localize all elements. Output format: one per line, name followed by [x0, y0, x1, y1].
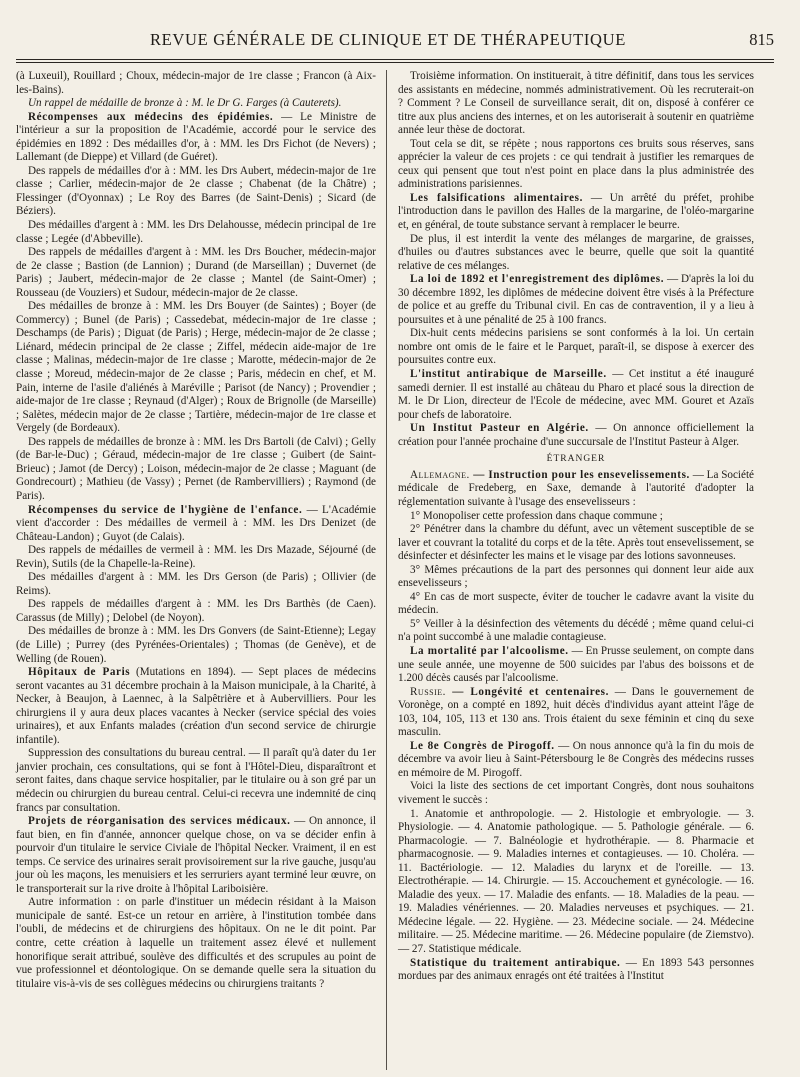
section-heading: La mortalité par l'alcoolisme. — [410, 644, 569, 657]
section-heading: — Longévité et centenaires. — [445, 685, 609, 698]
column-divider — [386, 70, 387, 1070]
etranger-heading: ÉTRANGER — [546, 454, 606, 465]
paragraph: Des rappels de médailles d'argent à : MM. les Drs Barthès (de Caen). Carassus (de Milly) ; Delobel (de Noyon). — [16, 598, 376, 624]
section-antirabique: Statistique du traitement antirabique. — En 1893 543 personnes mordues par des animaux enragés ont été traitées à l'Institut — [398, 956, 754, 983]
section-list: 1. Anatomie et anthropologie. — 2. Histologie et embryologie. — 3. Physiologie. — 4. Anatomie pathologique. — 5. Pathologie générale. — 6. Pharmacologie. — 7. Balnéologie et hydrothérapie. — 8. Pharmacie et pharmacognosie. — 9. Maladies internes et contagieuses. — 10. Choléra. — 11. Bactériologie. — 12. Maladies du larynx et de l'oreille. — 13. Electrothérapie. — 14. Chirurgie. — 15. Accouchement et gynécologie. — 16. Maladie des yeux. — 17. Maladie des enfants. — 18. Maladies de la peau. — 19. Maladies vénériennes. — 20. Maladies nerveuses et psychiques. — 21. Médecine légale. — 22. Hygiène. — 23. Médecine sociale. — 24. Médecine militaire. — 25. Médecine maritime. — 26. Médecine populaire (de Ziemstvo). — 27. Statistique médicale. — [398, 807, 754, 955]
section-alcoolisme: La mortalité par l'alcoolisme. — En Prusse seulement, on compte dans une seule année, une moyenne de 500 suicides par l'abus des boissons et de 1.200 décès causés par l'alcoolisme. — [398, 644, 754, 685]
paragraph: De plus, il est interdit la vente des mélanges de margarine, de graisses, d'huiles ou d'autres substances avec le beurre, quelle que soit la quantité relative de ces mélanges. — [398, 232, 754, 272]
running-header — [16, 22, 774, 50]
section-heading: Statistique du traitement antirabique. — [410, 956, 621, 969]
section-heading: Hôpitaux de Paris — [28, 666, 131, 679]
section-epidemies: Récompenses aux médecins des épidémies. — Le Ministre de l'intérieur a sur la proposition de l'Académie, accordé pour le service des épidémies en 1892 : Des médailles d'or, à : MM. les Drs Fichot (de Nevers) ; Lallemant (de Dieppe) et Villard (de Guéret). — [16, 110, 376, 164]
paragraph: Un rappel de médaille de bronze à : M. le Dr G. Farges (à Cauterets). — [28, 97, 342, 110]
section-heading: La loi de 1892 et l'enregistrement des diplômes. — [410, 273, 665, 286]
section-pirogoff: Le 8e Congrès de Pirogoff. — On nous annonce qu'à la fin du mois de décembre va avoir lieu à Saint-Pétersbourg le 8e Congrès des médecins russes en mémoire de M. Pirogoff. — [398, 739, 754, 779]
section-falsifications: Les falsifications alimentaires. — Un arrêté du préfet, prohibe l'introduction dans le pavillon des Halles de la margarine, de l'oléo-margarine et, en général, de toute substance servant à remplacer le beurre. — [398, 191, 755, 232]
section-loi-1892: La loi de 1892 et l'enregistrement des diplômes. — D'après la loi du 30 décembre 1892, les diplômes de médecine doivent être visés à la Préfecture de police et au greffe du Tribunal civil. En cas de contravention, il y a lieu à poursuites et à une pénalité de 25 à 100 francs. — [398, 273, 754, 326]
paragraph: Troisième information. On instituerait, à titre définitif, dans tous les services des assistants en médecine, nommés administrativement. Où les recruterait-on ? Comment ? Le Conseil de surveillance serait, dit on, disposé à conférer ce titre aux plus anciens des internes, et on les autoriserait à soutenir en quatrième année leur thèse de doctorat. — [398, 70, 754, 137]
section-heading: Un Institut Pasteur en Algérie. — [410, 422, 589, 435]
paragraph: Des rappels de médailles d'or à : MM. les Drs Aubert, médecin-major de 1re classe ; Carlier, médecin-major de 2e classe ; Chabenat (de la Châtre) ; Flessinger (d'Oyonnax) ; Le Roy des Barres (de Saint-Denis) ; Sicard (de Béziers). — [16, 164, 376, 218]
paragraph: Des rappels de médailles de vermeil à : MM. les Drs Mazade, Séjourné (de Revin), Sutils (de la Chapelle-la-Reine). — [16, 544, 376, 570]
section-russie: Russie. — Longévité et centenaires. — Dans le gouvernement de Voronège, on a compté en 1892, huit décès d'individus ayant atteint l'âge de 103, 104, 105, 113 et 130 ans. Trois étaient du sexe féminin et cinq du sexe masculin. — [398, 685, 754, 739]
paragraph: Des médailles de bronze à : MM. les Drs Gonvers (de Saint-Etienne); Legay (de Lille) ; Purrey (des Pyrénées-Orientales) ; Thomas (de Genève), et de Welling (de Rouen). — [16, 625, 376, 665]
list-item: 5° Veiller à la désinfection des vêtements du décédé ; même quand celui-ci n'a point succombé à une maladie contagieuse. — [398, 617, 754, 644]
paragraph: Suppression des consultations du bureau central. — Il paraît qu'à dater du 1er janvier prochain, ces consultations, qui se font à l'Hôtel-Dieu, disparaîtront et seront faites, dans chaque service hospitalier, par le titulaire ou à son gré par un médecin ou chirurgien du bureau central. Celui-ci recevra une indemnité de cinq francs par consultation. — [16, 747, 376, 814]
section-hygiene-enfance: Récompenses du service de l'hygiène de l'enfance. — L'Académie vient d'accorder : Des médailles de vermeil à : MM. les Drs Denizet (de Château-Landon) ; Guyot (de Calais). — [16, 503, 376, 543]
left-column — [16, 70, 376, 991]
right-column — [398, 70, 754, 984]
paragraph: Des médailles d'argent à : MM. les Drs Gerson (de Paris) ; Ollivier (de Reims). — [16, 571, 376, 597]
paragraph: Dix-huit cents médecins parisiens se sont conformés à la loi. Un certain nombre ont omis de le faire et le Parquet, paraît-il, se dispose à exercer des poursuites contre eux. — [398, 327, 754, 367]
section-heading: Les falsifications alimentaires. — [410, 191, 583, 204]
section-institut-algerie: Un Institut Pasteur en Algérie. — On annonce officiellement la création pour l'année prochaine d'une succursale de l'Institut Pasteur à Alger. — [398, 422, 754, 448]
section-reorganisation: Projets de réorganisation des services médicaux. — On annonce, il faut bien, en fin d'année, annoncer quelque chose, on va se décider enfin à pourvoir d'un titulaire le service Civiale de l'hôpital Necker. Vraiment, il en est temps. Ce service des urinaires serait provisoirement sur la rive gauche, jusqu'au jour où les maçons, les menuisiers et les serruriers ayant terminé leur œuvre, on le transporterait sur la rive droite à l'hôpital Lariboisière. — [16, 815, 376, 895]
paragraph: Des rappels de médailles d'argent à : MM. les Drs Boucher, médecin-major de 2e classe ; Bastion (de Lannion) ; Durand (de Marseillan) ; Duvernet (de Paris) ; Jaubert, médecin-major de 2e classe ; Mantel (de Saint-Omer) ; Rousseau (de Vouziers) et Sudour, médecin-major de 2e classe. — [16, 246, 376, 299]
section-heading: Récompenses aux médecins des épidémies. — [28, 110, 274, 123]
section-institut-marseille: L'institut antirabique de Marseille. — Cet institut a été inauguré samedi dernier. Il est installé au château du Pharo et placé sous la direction de M. le Dr Lion, directeur de l'Ecole de médecine, avec MM. Gouret et Azaïs pour chefs de laboratoire. — [398, 368, 754, 421]
section-hopitaux: Hôpitaux de Paris (Mutations en 1894). — Sept places de médecins seront vacantes au 31 décembre prochain à la Maison municipale, à la Charité, à Necker, à Beaujon, à Laennec, à la Salpêtrière et à Aubervilliers. Pour les chirurgiens il y aura deux places vacantes à Necker (service spécial des voies urinaires), et aux Enfants malades (création d'un second service de chirurgie infantile). — [16, 666, 376, 746]
paragraph: (à Luxeuil), Rouillard ; Choux, médecin-major de 1re classe ; Francon (à Aix-les-Bains). — [16, 70, 376, 96]
list-item: 3° Mêmes précautions de la part des personnes qui donnent leur aide aux ensevelisseurs ; — [398, 563, 754, 590]
paragraph: Voici la liste des sections de cet important Congrès, dont nous souhaitons vivement le succès : — [398, 780, 754, 806]
header-rule-thin — [16, 62, 774, 63]
section-heading: L'institut antirabique de Marseille. — [410, 368, 607, 381]
paragraph: Autre information : on parle d'instituer un médecin résidant à la Maison municipale de santé. Est-ce un retour en arrière, à l'institution tombée dans l'oubli, de médecins et de chirurgiens des hôpitaux. On ne le dit point. Par contre, cette création à laquelle un traitement assez élevé et nullement honorifique serait attribué, soulève des difficultés et des scrupules au point de vue professionnel et déontologique. On se demande quelle sera la situation du titulaire vis-à-vis de ses collègues médecins ou chirurgiens traitants ? — [16, 896, 376, 990]
paragraph: Des médailles de bronze à : MM. les Drs Bouyer (de Saintes) ; Boyer (de Commercy) ; Bunel (de Paris) ; Cassedebat, médecin-major de 1re classe ; Deschamps (de Paris) ; Diguat (de Paris) ; Herge, médecin-major de 2e classe ; Liénard, médecin principal de 2e classe ; Ziffel, médecin aide-major de 1re classe ; Malinas, médecin-major de 1re classe ; Marotte, médecin-major de 2e classe ; Moreud, médecin-major de 2e classe ; Paris, médecin en chef, et M. Pain, interne de l'asile d'aliénés à Maréville ; Parisot (de Nancy) ; Provendier ; aide-major de 1re classe ; Reynaud (d'Alger) ; Roux de Brignolle (de Marseille) ; Salètes, médecin major de 2e classe ; Tartière, médecin-major de 1re classe et Vergely (de Bordeaux). — [16, 300, 376, 435]
list-item: 1° Monopoliser cette profession dans chaque commune ; — [410, 509, 663, 522]
article-columns — [16, 70, 774, 1070]
section-heading: Le 8e Congrès de Pirogoff. — [410, 739, 555, 752]
section-allemagne: Allemagne. — Instruction pour les ensevelissements. — La Société médicale de Fredeberg, en Saxe, demande à l'autorité d'adopter la réglementation suivante à l'usage des ensevelisseurs : — [398, 468, 754, 508]
header-rule — [16, 59, 774, 60]
section-heading: — Instruction pour les ensevelissements. — [469, 468, 690, 481]
list-item: 4° En cas de mort suspecte, éviter de toucher le cadavre avant la visite du médecin. — [398, 590, 754, 617]
country-label: Allemagne. — [410, 468, 470, 481]
section-heading: Projets de réorganisation des services médicaux. — [28, 815, 291, 828]
journal-title: REVUE GÉNÉRALE DE CLINIQUE ET DE THÉRAPEUTIQUE — [149, 30, 627, 49]
paragraph: Tout cela se dit, se répète ; nous rapportons ces bruits sous réserves, sans apprécier la valeur de ces projets : ce qui tendrait à justifier les remarques de ceux qui pensent que tout n'est point en place dans la plus administrée des administrations parisiennes. — [398, 137, 754, 191]
list-item: 2° Pénétrer dans la chambre du défunt, avec un vêtement susceptible de se laver et couvrant la totalité du corps et de la tête. Après tout ensevelissement, se désinfecter et désinfecter les mains et le visage par des lotions savonneuses. — [398, 523, 754, 563]
paragraph: Des rappels de médailles de bronze à : MM. les Drs Bartoli (de Calvi) ; Gelly (de Bar-le-Duc) ; Géraud, médecin-major de 1re classe ; Guibert (de Saint-Brieuc) ; Jamot (de Dercy) ; Loison, médecin-major de 2e classe ; Maguant (de Gondrecourt) ; Mathieu (de Vassy) ; Pernet (de Rambervilliers) ; Raymond (de Paris). — [16, 435, 376, 502]
page-number: 815 — [749, 30, 774, 49]
paragraph: Des médailles d'argent à : MM. les Drs Delahousse, médecin principal de 1re classe ; Legée (d'Abbeville). — [16, 219, 376, 245]
section-heading: Récompenses du service de l'hygiène de l'enfance. — [28, 503, 303, 516]
country-label: Russie. — [410, 685, 446, 698]
